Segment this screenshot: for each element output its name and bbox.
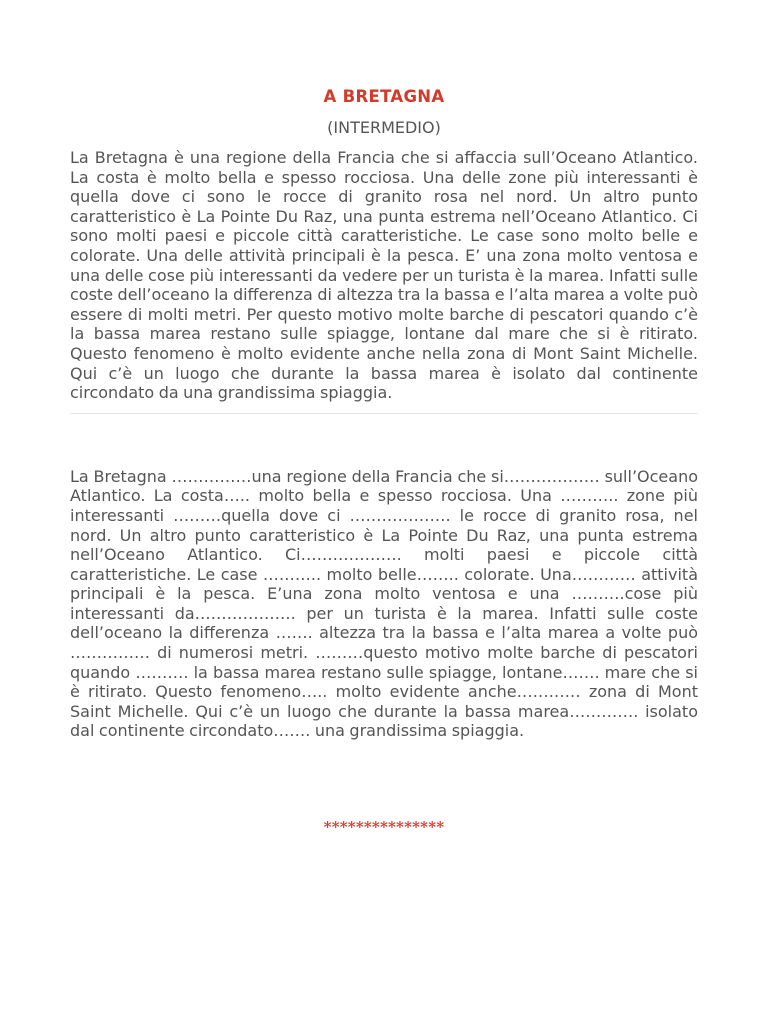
section-divider (70, 413, 698, 414)
document-title: A BRETAGNA (323, 87, 445, 106)
document-page (70, 84, 698, 741)
reading-paragraph: La Bretagna è una regione della Francia che si affaccia sull’Oceano Atlantico. La costa è molto bella e spesso rocciosa. Una delle zone più interessanti è quella dove ci sono le rocce di granito rosa nel nord. Un altro punto caratteristico è La Pointe Du Raz, una punta estrema nell’Oceano Atlantico. Ci sono molti paesi e piccole città caratteristiche. Le case sono molto belle e colorate. Una delle attività principali è la pesca. E’ una zona molto ventosa e una delle cose più interessanti da vedere per un turista è la marea. Infatti sulle coste dell’oceano la differenza di altezza tra la bassa e l’alta marea a volte può essere di molti metri. Per questo motivo molte barche di pescatori quando c’è la bassa marea restano sulle spiagge, lontane dal mare che si è ritirato. Questo fenomeno è molto evidente anche nella zona di Mont Saint Michelle. Qui c’è un luogo che durante la bassa marea è isolato dal continente circondato da una grandissima spiaggia. (70, 148, 698, 403)
document-subtitle: (INTERMEDIO) (327, 118, 441, 137)
end-marker: *************** (323, 818, 445, 836)
exercise-paragraph: La Bretagna ……………una regione della Francia che si……………… sull’Oceano Atlantico. La costa….. molto bella e spesso rocciosa. Una ……….. zone più interessanti ………quella dove ci ………………. le rocce di granito rosa, nel nord. Un altro punto caratteristico è La Pointe Du Raz, una punta estrema nell’Oceano Atlantico. Ci………………. molti paesi e piccole città caratteristiche. Le case ……….. molto belle…….. colorate. Una………… attività principali è la pesca. E’una zona molto ventosa e una ……….cose più interessanti da………………. per un turista è la marea. Infatti sulle coste dell’oceano la differenza ……. altezza tra la bassa e l’alta marea a volte può …………… di numerosi metri. ………questo motivo molte barche di pescatori quando ………. la bassa marea restano sulle spiagge, lontane……. mare che si è ritirato. Questo fenomeno….. molto evidente anche………… zona di Mont Saint Michelle. Qui c’è un luogo che durante la bassa marea…………. isolato dal continente circondato……. una grandissima spiaggia. (70, 466, 698, 741)
